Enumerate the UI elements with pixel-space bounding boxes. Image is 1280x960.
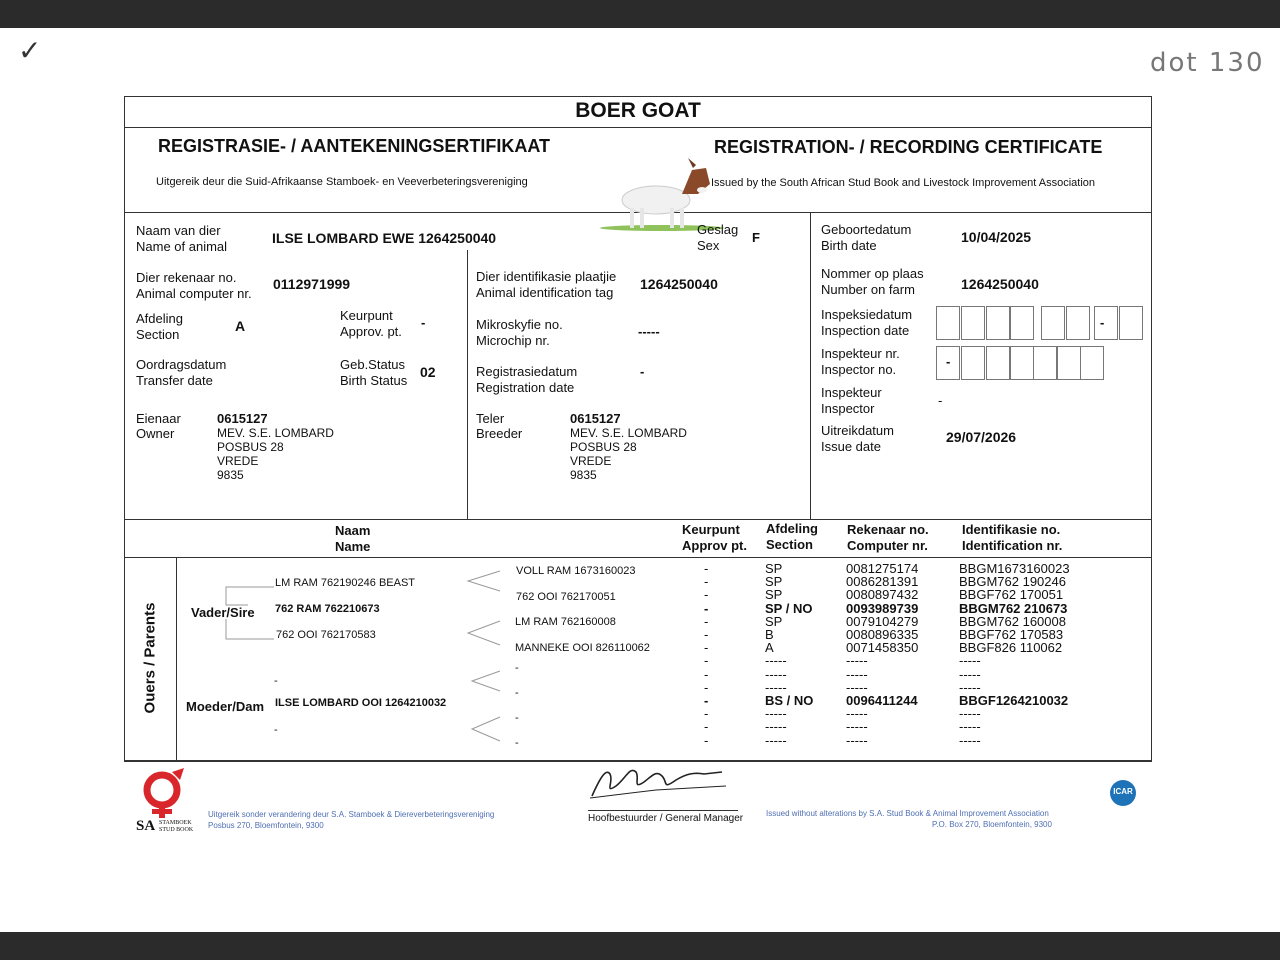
- left-title: REGISTRASIE- / AANTEKENINGSERTIFIKAAT: [158, 136, 551, 156]
- row-section: SP: [765, 613, 783, 629]
- row-computer-nr: -----: [846, 666, 868, 682]
- footer-right-line1: Issued without alterations by S.A. Stud Book & Animal Improvement Association: [766, 809, 1049, 818]
- col-ident-en: Identification nr.: [962, 538, 1063, 553]
- row-approv: -: [704, 574, 709, 590]
- tag-label-en: Animal identification tag: [476, 285, 614, 300]
- name-label-en: Name of animal: [136, 239, 228, 254]
- row-approv: -: [704, 732, 709, 748]
- row-section: -----: [765, 679, 787, 695]
- inspector-no-dash: -: [946, 354, 951, 369]
- certificate-title: BOER GOAT: [575, 99, 701, 122]
- row-computer-nr: 0080897432: [846, 587, 919, 603]
- micro-label-af: Mikroskyfie no.: [476, 317, 563, 332]
- general-manager-signature: [586, 760, 736, 804]
- row-section: A: [765, 640, 774, 656]
- row-ident-nr: BBGM762 190246: [959, 574, 1066, 590]
- birth-date-value: 10/04/2025: [961, 229, 1032, 245]
- breeder-postcode: 9835: [570, 468, 597, 482]
- birth-date-label-en: Birth date: [821, 238, 877, 253]
- birth-status-value: 02: [420, 364, 436, 380]
- issue-date-label-af: Uitreikdatum: [821, 423, 894, 438]
- boer-goat-illustration: [596, 150, 726, 232]
- row-ident-nr: -----: [959, 666, 981, 682]
- right-title: REGISTRATION- / RECORDING CERTIFICATE: [714, 137, 1103, 157]
- section-value: A: [235, 318, 246, 334]
- name-label-af: Naam van dier: [136, 223, 221, 238]
- row-computer-nr: 0080896335: [846, 627, 919, 642]
- row-approv: -: [704, 613, 709, 629]
- row-ident-nr: BBGF1264210032: [959, 693, 1069, 708]
- owner-name: MEV. S.E. LOMBARD: [217, 426, 334, 440]
- right-subtitle: Issued by the South African Stud Book and Livestock Improvement Association: [711, 177, 1095, 189]
- logo-text: SA: [136, 818, 156, 834]
- row-computer-nr: 0079104279: [846, 613, 919, 629]
- scanner-bottom-bar: [0, 932, 1280, 960]
- owner-address-2: VREDE: [217, 454, 259, 468]
- sex-value: F: [752, 230, 760, 245]
- check-mark: ✓: [18, 35, 42, 66]
- row-section: BS / NO: [765, 693, 814, 708]
- row-ident-nr: -----: [959, 706, 981, 722]
- inspection-date-label-en: Inspection date: [821, 323, 910, 338]
- row-ident-nr: BBGM762 210673: [959, 600, 1068, 616]
- inspection-date-dash: -: [1100, 315, 1105, 330]
- row-ident-nr: BBGM1673160023: [959, 561, 1070, 576]
- row-computer-nr: -----: [846, 719, 868, 735]
- col-approv-en: Approv pt.: [682, 538, 747, 553]
- ggp-7: -: [515, 712, 519, 724]
- inspector-value: -: [938, 393, 943, 408]
- reg-date-label-en: Registration date: [476, 380, 575, 395]
- row-ident-nr: -----: [959, 653, 981, 669]
- sire-dam-name: 762 OOI 762170583: [276, 629, 376, 641]
- inspection-date-label-af: Inspeksiedatum: [821, 307, 913, 322]
- row-computer-nr: 0096411244: [846, 693, 918, 708]
- ggp-2: 762 OOI 762170051: [516, 591, 616, 603]
- computer-label-en: Animal computer nr.: [136, 286, 252, 301]
- col-computer-af: Rekenaar no.: [847, 522, 929, 537]
- farm-nr-label-af: Nommer op plaas: [821, 266, 924, 281]
- col-name-af: Naam: [335, 523, 371, 538]
- left-subtitle: Uitgereik deur die Suid-Afrikaanse Stamboek- en Veeverbeteringsvereniging: [156, 176, 528, 188]
- row-section: -----: [765, 706, 787, 722]
- row-computer-nr: 0081275174: [846, 561, 919, 576]
- computer-nr-value: 0112971999: [273, 276, 351, 292]
- inspector-label-af: Inspekteur: [821, 385, 882, 400]
- inspector-label-en: Inspector: [821, 401, 875, 416]
- row-ident-nr: -----: [959, 679, 981, 695]
- sire-label: Vader/Sire: [191, 605, 255, 620]
- ggp-3: LM RAM 762160008: [515, 616, 616, 628]
- computer-label-af: Dier rekenaar no.: [136, 270, 237, 285]
- gm-label: Hoofbestuurder / General Manager: [588, 813, 744, 824]
- row-approv: -: [704, 693, 709, 708]
- transfer-label-af: Oordragsdatum: [136, 357, 227, 372]
- birth-status-label-en: Birth Status: [340, 373, 408, 388]
- row-approv: -: [704, 653, 709, 669]
- tag-label-af: Dier identifikasie plaatjie: [476, 269, 617, 284]
- dam-name: ILSE LOMBARD OOI 1264210032: [275, 697, 447, 709]
- approv-label-en: Approv. pt.: [340, 324, 402, 339]
- row-computer-nr: -----: [846, 732, 868, 748]
- sex-label-en: Sex: [697, 238, 720, 253]
- owner-address-1: POSBUS 28: [217, 440, 284, 454]
- reg-date-value: -: [640, 364, 645, 379]
- col-section-en: Section: [766, 537, 813, 552]
- breeder-label-en: Breeder: [476, 426, 523, 441]
- microchip-value: -----: [638, 324, 660, 339]
- section-label-af: Afdeling: [136, 311, 183, 326]
- logo-small-2: STUD BOOK: [159, 827, 194, 833]
- ggp-8: -: [515, 737, 519, 749]
- row-computer-nr: -----: [846, 653, 868, 669]
- ggp-1: VOLL RAM 1673160023: [516, 565, 636, 577]
- breeder-code: 0615127: [570, 411, 621, 426]
- breeder-name: MEV. S.E. LOMBARD: [570, 426, 687, 440]
- logo-small-1: STAMBOEK: [159, 820, 192, 826]
- row-approv: -: [704, 600, 709, 616]
- row-computer-nr: -----: [846, 679, 868, 695]
- birth-status-label-af: Geb.Status: [340, 357, 406, 372]
- owner-postcode: 9835: [217, 468, 244, 482]
- owner-code: 0615127: [217, 411, 268, 426]
- row-ident-nr: -----: [959, 732, 981, 748]
- footer-right-line2: P.O. Box 270, Bloemfontein, 9300: [932, 820, 1052, 829]
- footer-left-line2: Posbus 270, Bloemfontein, 9300: [208, 821, 324, 830]
- row-approv: -: [704, 666, 709, 682]
- scanner-top-bar: [0, 0, 1280, 28]
- birth-date-label-af: Geboortedatum: [821, 222, 912, 237]
- row-computer-nr: 0093989739: [846, 600, 919, 616]
- row-computer-nr: 0086281391: [846, 574, 919, 590]
- sex-label-af: Geslag: [697, 222, 739, 237]
- inspector-no-label-en: Inspector no.: [821, 362, 897, 377]
- row-section: -----: [765, 732, 787, 748]
- section-label-en: Section: [136, 327, 180, 342]
- row-computer-nr: -----: [846, 706, 868, 722]
- issue-date-label-en: Issue date: [821, 439, 881, 454]
- approv-value: -: [421, 315, 426, 330]
- row-approv: -: [704, 706, 709, 722]
- col-name-en: Name: [335, 539, 371, 554]
- col-approv-af: Keurpunt: [682, 522, 740, 537]
- breeder-label-af: Teler: [476, 411, 505, 426]
- row-approv: -: [704, 679, 709, 695]
- row-approv: -: [704, 719, 709, 735]
- animal-name: ILSE LOMBARD EWE 1264250040: [272, 230, 497, 246]
- row-section: -----: [765, 653, 787, 669]
- row-approv: -: [704, 640, 709, 656]
- row-section: -----: [765, 719, 787, 735]
- ggp-6: -: [515, 687, 519, 699]
- parents-side-label: Ouers / Parents: [141, 602, 159, 714]
- col-computer-en: Computer nr.: [847, 538, 928, 553]
- breeder-address-2: VREDE: [570, 454, 612, 468]
- sa-studbook-logo-icon: [140, 768, 188, 820]
- ggp-5: -: [515, 662, 519, 674]
- row-section: B: [765, 627, 774, 642]
- micro-label-en: Microchip nr.: [476, 333, 550, 348]
- row-section: SP / NO: [765, 600, 813, 616]
- owner-label-af: Eienaar: [136, 411, 181, 426]
- row-ident-nr: BBGF762 170583: [959, 627, 1064, 642]
- row-approv: -: [704, 627, 709, 642]
- issue-date-value: 29/07/2026: [946, 429, 1017, 445]
- sire-sire-name: LM RAM 762190246 BEAST: [275, 577, 416, 589]
- owner-label-en: Owner: [136, 426, 175, 441]
- row-section: SP: [765, 561, 783, 576]
- farm-nr-value: 1264250040: [961, 276, 1039, 292]
- breeder-address-1: POSBUS 28: [570, 440, 637, 454]
- row-section: -----: [765, 666, 787, 682]
- row-ident-nr: BBGF826 110062: [959, 640, 1063, 656]
- row-ident-nr: -----: [959, 719, 981, 735]
- row-approv: -: [704, 561, 709, 576]
- row-ident-nr: BBGM762 160008: [959, 613, 1066, 629]
- approv-label-af: Keurpunt: [340, 308, 393, 323]
- tag-value: 1264250040: [640, 276, 718, 292]
- sire-name: 762 RAM 762210673: [275, 603, 380, 615]
- row-section: SP: [765, 574, 783, 590]
- dam-label: Moeder/Dam: [186, 699, 265, 714]
- dam-dam-name: -: [274, 724, 278, 736]
- ggp-4: MANNEKE OOI 826110062: [515, 642, 650, 654]
- reg-date-label-af: Registrasiedatum: [476, 364, 578, 379]
- dam-sire-name: -: [274, 675, 278, 687]
- handwritten-note: dot 130: [1150, 48, 1265, 78]
- farm-nr-label-en: Number on farm: [821, 282, 915, 297]
- footer-left-line1: Uitgereik sonder verandering deur S.A. Stamboek & Diereverbeteringsvereniging: [208, 810, 495, 819]
- row-section: SP: [765, 587, 783, 603]
- row-computer-nr: 0071458350: [846, 640, 919, 656]
- row-approv: -: [704, 587, 709, 603]
- row-ident-nr: BBGF762 170051: [959, 587, 1064, 603]
- col-section-af: Afdeling: [766, 521, 818, 536]
- icar-label: ICAR: [1113, 787, 1133, 796]
- inspector-no-label-af: Inspekteur nr.: [821, 346, 900, 361]
- transfer-label-en: Transfer date: [136, 373, 213, 388]
- col-ident-af: Identifikasie no.: [962, 522, 1061, 537]
